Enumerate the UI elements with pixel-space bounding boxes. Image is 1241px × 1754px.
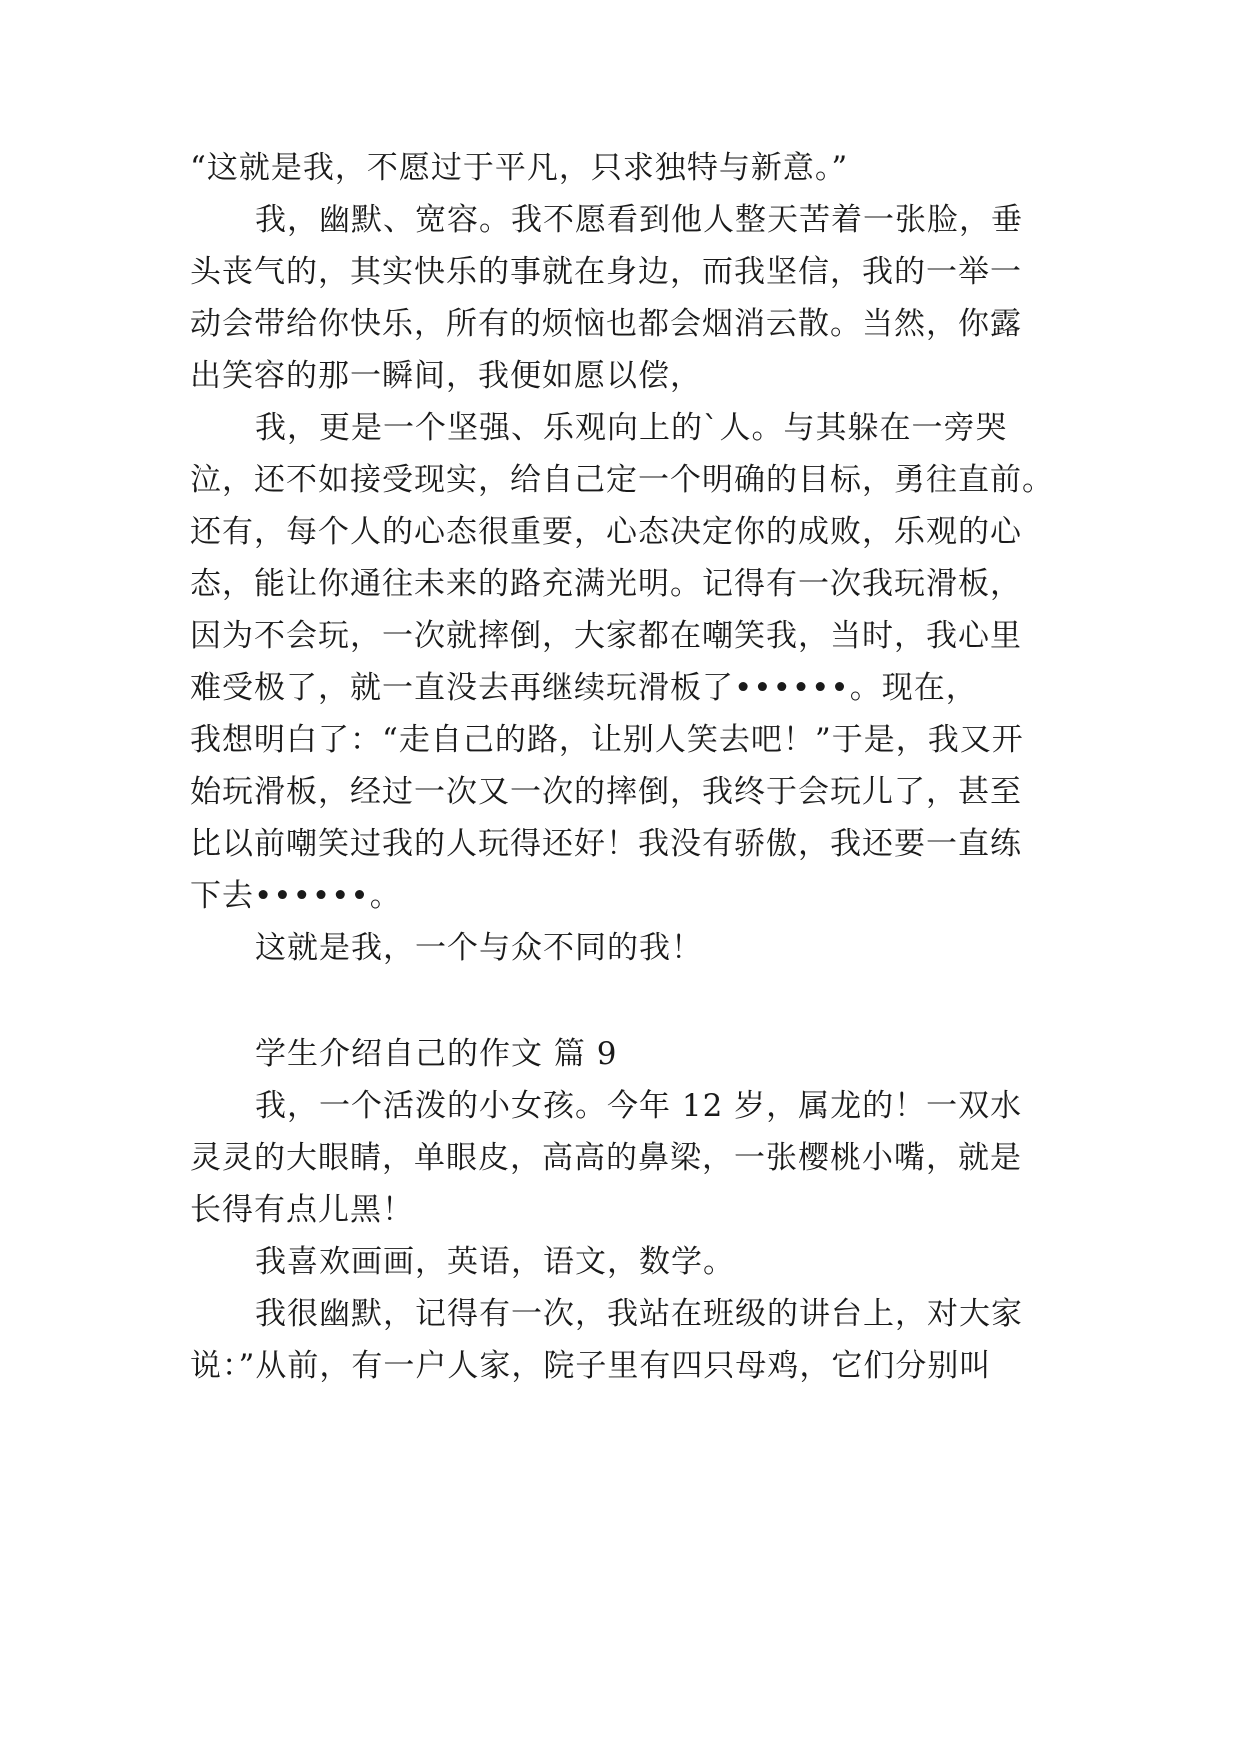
text-line: 始玩滑板，经过一次又一次的摔倒，我终于会玩儿了，甚至 [190, 774, 1022, 810]
paragraph-start-line: 我，幽默、宽容。我不愿看到他人整天苦着一张脸，垂 [255, 202, 1023, 238]
text-line: 动会带给你快乐，所有的烦恼也都会烟消云散。当然，你露 [190, 306, 1022, 342]
text-line: 灵灵的大眼睛，单眼皮，高高的鼻梁，一张樱桃小嘴，就是 [190, 1140, 1022, 1176]
text-line: 泣，还不如接受现实，给自己定一个明确的目标，勇往直前。 [190, 462, 1054, 498]
text-line: 还有，每个人的心态很重要，心态决定你的成败，乐观的心 [190, 514, 1022, 550]
paragraph-start-line: 我，更是一个坚强、乐观向上的`人。与其躲在一旁哭 [255, 410, 1008, 446]
section-heading: 学生介绍自己的作文 篇 9 [255, 1036, 618, 1072]
text-line: 说：”从前，有一户人家，院子里有四只母鸡，它们分别叫 [190, 1348, 992, 1384]
text-line: 态，能让你通往未来的路充满光明。记得有一次我玩滑板， [190, 566, 1022, 602]
text-line: 因为不会玩，一次就摔倒，大家都在嘲笑我，当时，我心里 [190, 618, 1022, 654]
text-line: 难受极了，就一直没去再继续玩滑板了••••••。现在， [190, 670, 978, 706]
text-line: 我想明白了：“走自己的路，让别人笑去吧！”于是，我又开 [190, 722, 1024, 758]
text-line: 长得有点儿黑！ [190, 1192, 414, 1228]
text-line: 比以前嘲笑过我的人玩得还好！我没有骄傲，我还要一直练 [190, 826, 1022, 862]
text-line: 下去••••••。 [190, 878, 402, 914]
text-line: “这就是我，不愿过于平凡，只求独特与新意。” [190, 150, 849, 186]
text-line: 头丧气的，其实快乐的事就在身边，而我坚信，我的一举一 [190, 254, 1022, 290]
paragraph-start-line: 我，一个活泼的小女孩。今年 12 岁，属龙的！一双水 [255, 1088, 1023, 1124]
paragraph-start-line: 这就是我，一个与众不同的我！ [255, 930, 703, 966]
paragraph-start-line: 我很幽默，记得有一次，我站在班级的讲台上，对大家 [255, 1296, 1023, 1332]
paragraph-start-line: 我喜欢画画，英语，语文，数学。 [255, 1244, 735, 1280]
text-line: 出笑容的那一瞬间，我便如愿以偿， [190, 358, 702, 394]
